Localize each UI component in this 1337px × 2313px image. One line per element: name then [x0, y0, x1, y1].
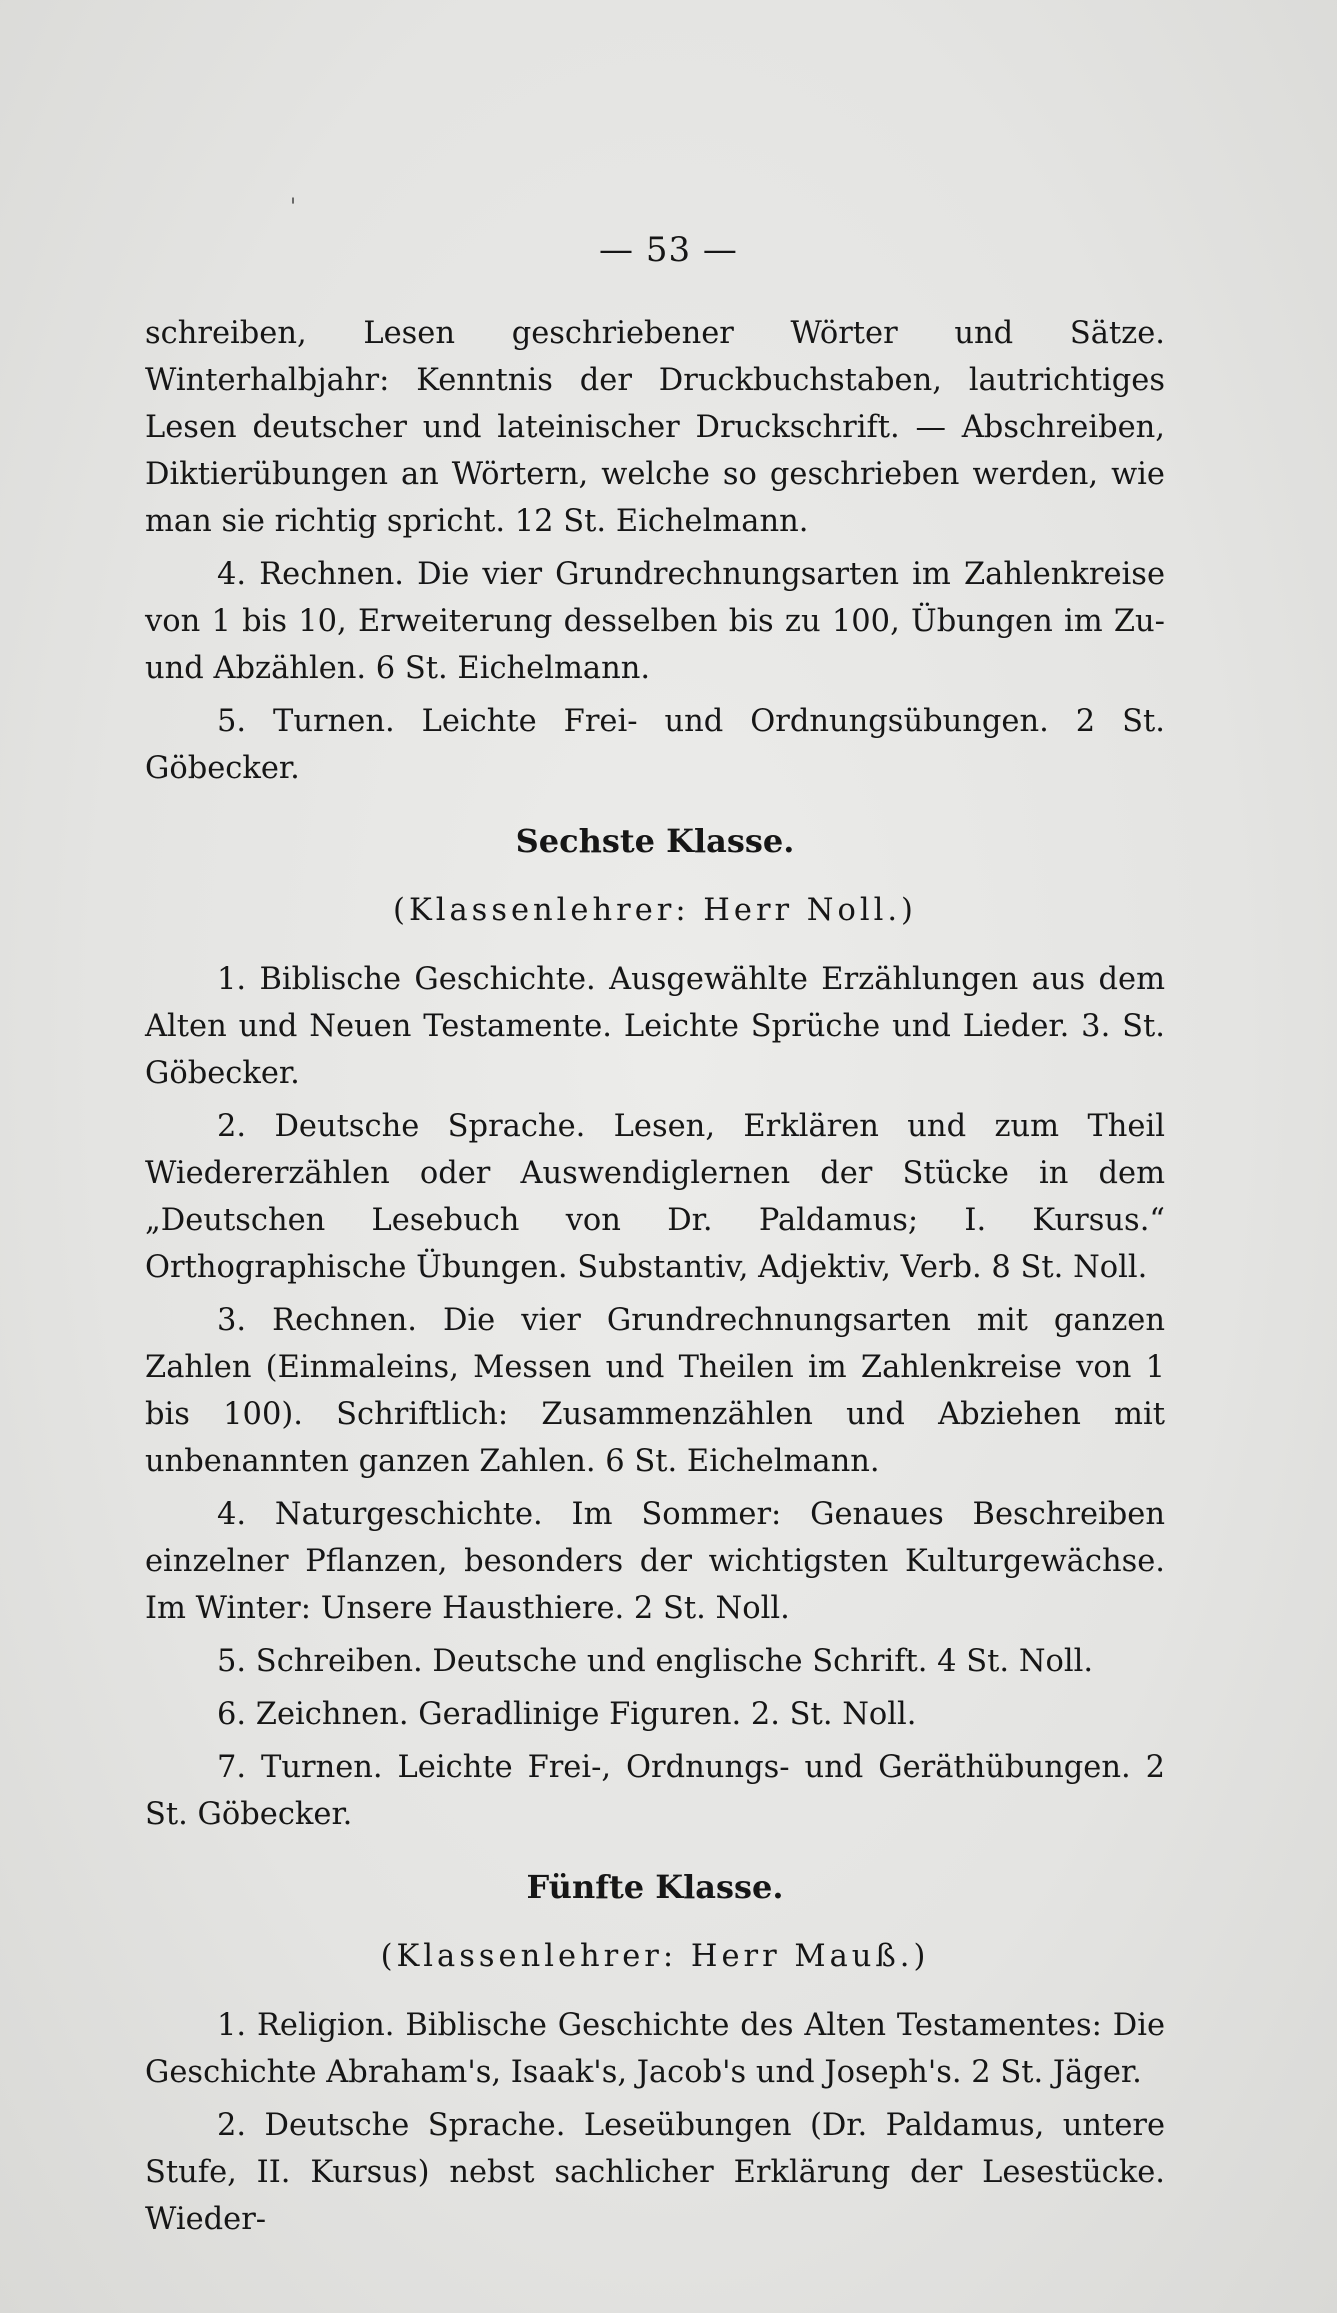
- paragraph-continuation: schreiben, Lesen geschriebener Wörter und Sätze. Winterhalbjahr: Kenntnis der Druckbuchstaben, lautrichtiges Lesen deutscher und lateinischer Druckschrift. — Abschreiben, Diktierübungen an Wörtern, welche so geschrieben werden, wie man sie richtig spricht. 12 St. Eichelmann.: [145, 316, 1165, 539]
- list-item: 2. Deutsche Sprache. Leseübungen (Dr. Paldamus, untere Stufe, II. Kursus) nebst sachlicher Erklärung der Lesestücke. Wieder-: [145, 2108, 1165, 2237]
- list-item: 6. Zeichnen. Geradlinige Figuren. 2. St. Noll.: [217, 1697, 917, 1732]
- list-item: 1. Religion. Biblische Geschichte des Alten Testamentes: Die Geschichte Abraham's, Isaak's, Jacob's und Joseph's. 2 St. Jäger.: [145, 2008, 1165, 2090]
- section-teacher-fuenfte-klasse: (Klassenlehrer: Herr Mauß.): [380, 1939, 930, 1974]
- list-item: 2. Deutsche Sprache. Lesen, Erklären und zum Theil Wiedererzählen oder Auswendiglernen der Stücke in dem „Deutschen Lesebuch von Dr. Paldamus; I. Kursus.“ Orthographische Übungen. Substantiv, Adjektiv, Verb. 8 St. Noll.: [145, 1109, 1165, 1285]
- section-teacher-sechste-klasse: (Klassenlehrer: Herr Noll.): [393, 893, 917, 928]
- page-body: [145, 310, 1165, 2249]
- page-number: — 53 —: [599, 230, 738, 270]
- list-item: 4. Naturgeschichte. Im Sommer: Genaues Beschreiben einzelner Pflanzen, besonders der wichtigsten Kulturgewächse. Im Winter: Unsere Hausthiere. 2 St. Noll.: [145, 1497, 1165, 1626]
- section-heading-sechste-klasse: Sechste Klasse.: [515, 822, 795, 860]
- paragraph-turnen: 5. Turnen. Leichte Frei- und Ordnungsübungen. 2 St. Göbecker.: [145, 704, 1165, 786]
- list-item: 3. Rechnen. Die vier Grundrechnungsarten mit ganzen Zahlen (Einmaleins, Messen und Theilen im Zahlenkreise von 1 bis 100). Schriftlich: Zusammenzählen und Abziehen mit unbenannten ganzen Zahlen. 6 St. Eichelmann.: [145, 1303, 1165, 1479]
- list-item: 5. Schreiben. Deutsche und englische Schrift. 4 St. Noll.: [217, 1644, 1094, 1679]
- paragraph-rechnen: 4. Rechnen. Die vier Grundrechnungsarten im Zahlenkreise von 1 bis 10, Erweiterung desselben bis zu 100, Übungen im Zu- und Abzählen. 6 St. Eichelmann.: [145, 557, 1165, 686]
- list-item: 1. Biblische Geschichte. Ausgewählte Erzählungen aus dem Alten und Neuen Testamente. Leichte Sprüche und Lieder. 3. St. Göbecker.: [145, 962, 1165, 1091]
- section-heading-fuenfte-klasse: Fünfte Klasse.: [526, 1868, 784, 1906]
- stray-mark: ': [290, 195, 297, 220]
- list-item: 7. Turnen. Leichte Frei-, Ordnungs- und Geräthübungen. 2 St. Göbecker.: [145, 1750, 1165, 1832]
